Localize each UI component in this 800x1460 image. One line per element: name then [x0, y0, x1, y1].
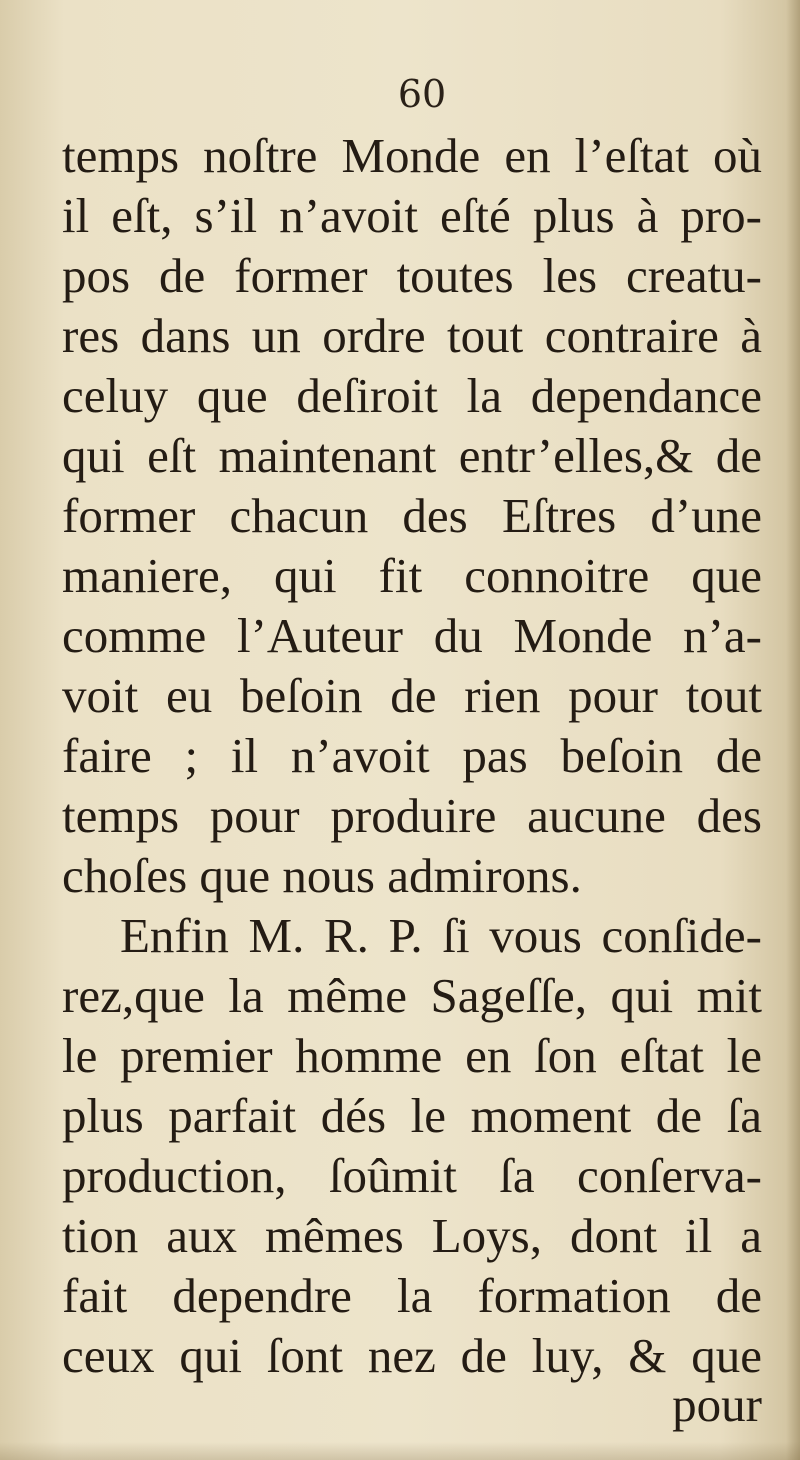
page-number: 60 — [397, 72, 447, 116]
text-line: production, ſoûmit ſa conſerva- — [62, 1148, 762, 1203]
text-line: le premier homme en ſon eſtat le — [62, 1028, 762, 1083]
text-line: fait dependre la formation de — [62, 1268, 762, 1323]
text-line: voit eu beſoin de rien pour tout — [62, 668, 762, 723]
text-line: temps noſtre Monde en l’eſtat où — [62, 128, 762, 183]
text-line: temps pour produire aucune des — [62, 788, 762, 843]
text-line: former chacun des Eſtres d’une — [62, 488, 762, 543]
body-text — [62, 126, 762, 1386]
page-bottom-shadow — [0, 1442, 800, 1460]
text-line: res dans un ordre tout contraire à — [62, 308, 762, 363]
text-line: il eſt, s’il n’avoit eſté plus à pro- — [62, 188, 762, 243]
text-line: ceux qui ſont nez de luy, & que — [62, 1328, 762, 1383]
text-line: plus parfait dés le moment de ſa — [62, 1088, 762, 1143]
text-line: comme l’Auteur du Monde n’a- — [62, 608, 762, 663]
text-line: faire ; il n’avoit pas beſoin de — [62, 728, 762, 783]
text-line: maniere, qui fit connoitre que — [62, 548, 762, 603]
page-edge-shadow — [786, 0, 800, 1460]
text-line: rez,que la même Sageſſe, qui mit — [62, 968, 762, 1023]
text-line: tion aux mêmes Loys, dont il a — [62, 1208, 762, 1263]
text-line: celuy que deſiroit la dependance — [62, 368, 762, 423]
catchword: pour — [672, 1377, 762, 1432]
text-line: Enfin M. R. P. ſi vous conſide- — [120, 908, 762, 963]
text-line: qui eſt maintenant entr’elles,& de — [62, 428, 762, 483]
text-line: choſes que nous admirons. — [62, 848, 582, 903]
text-line: pos de former toutes les creatu- — [62, 248, 762, 303]
